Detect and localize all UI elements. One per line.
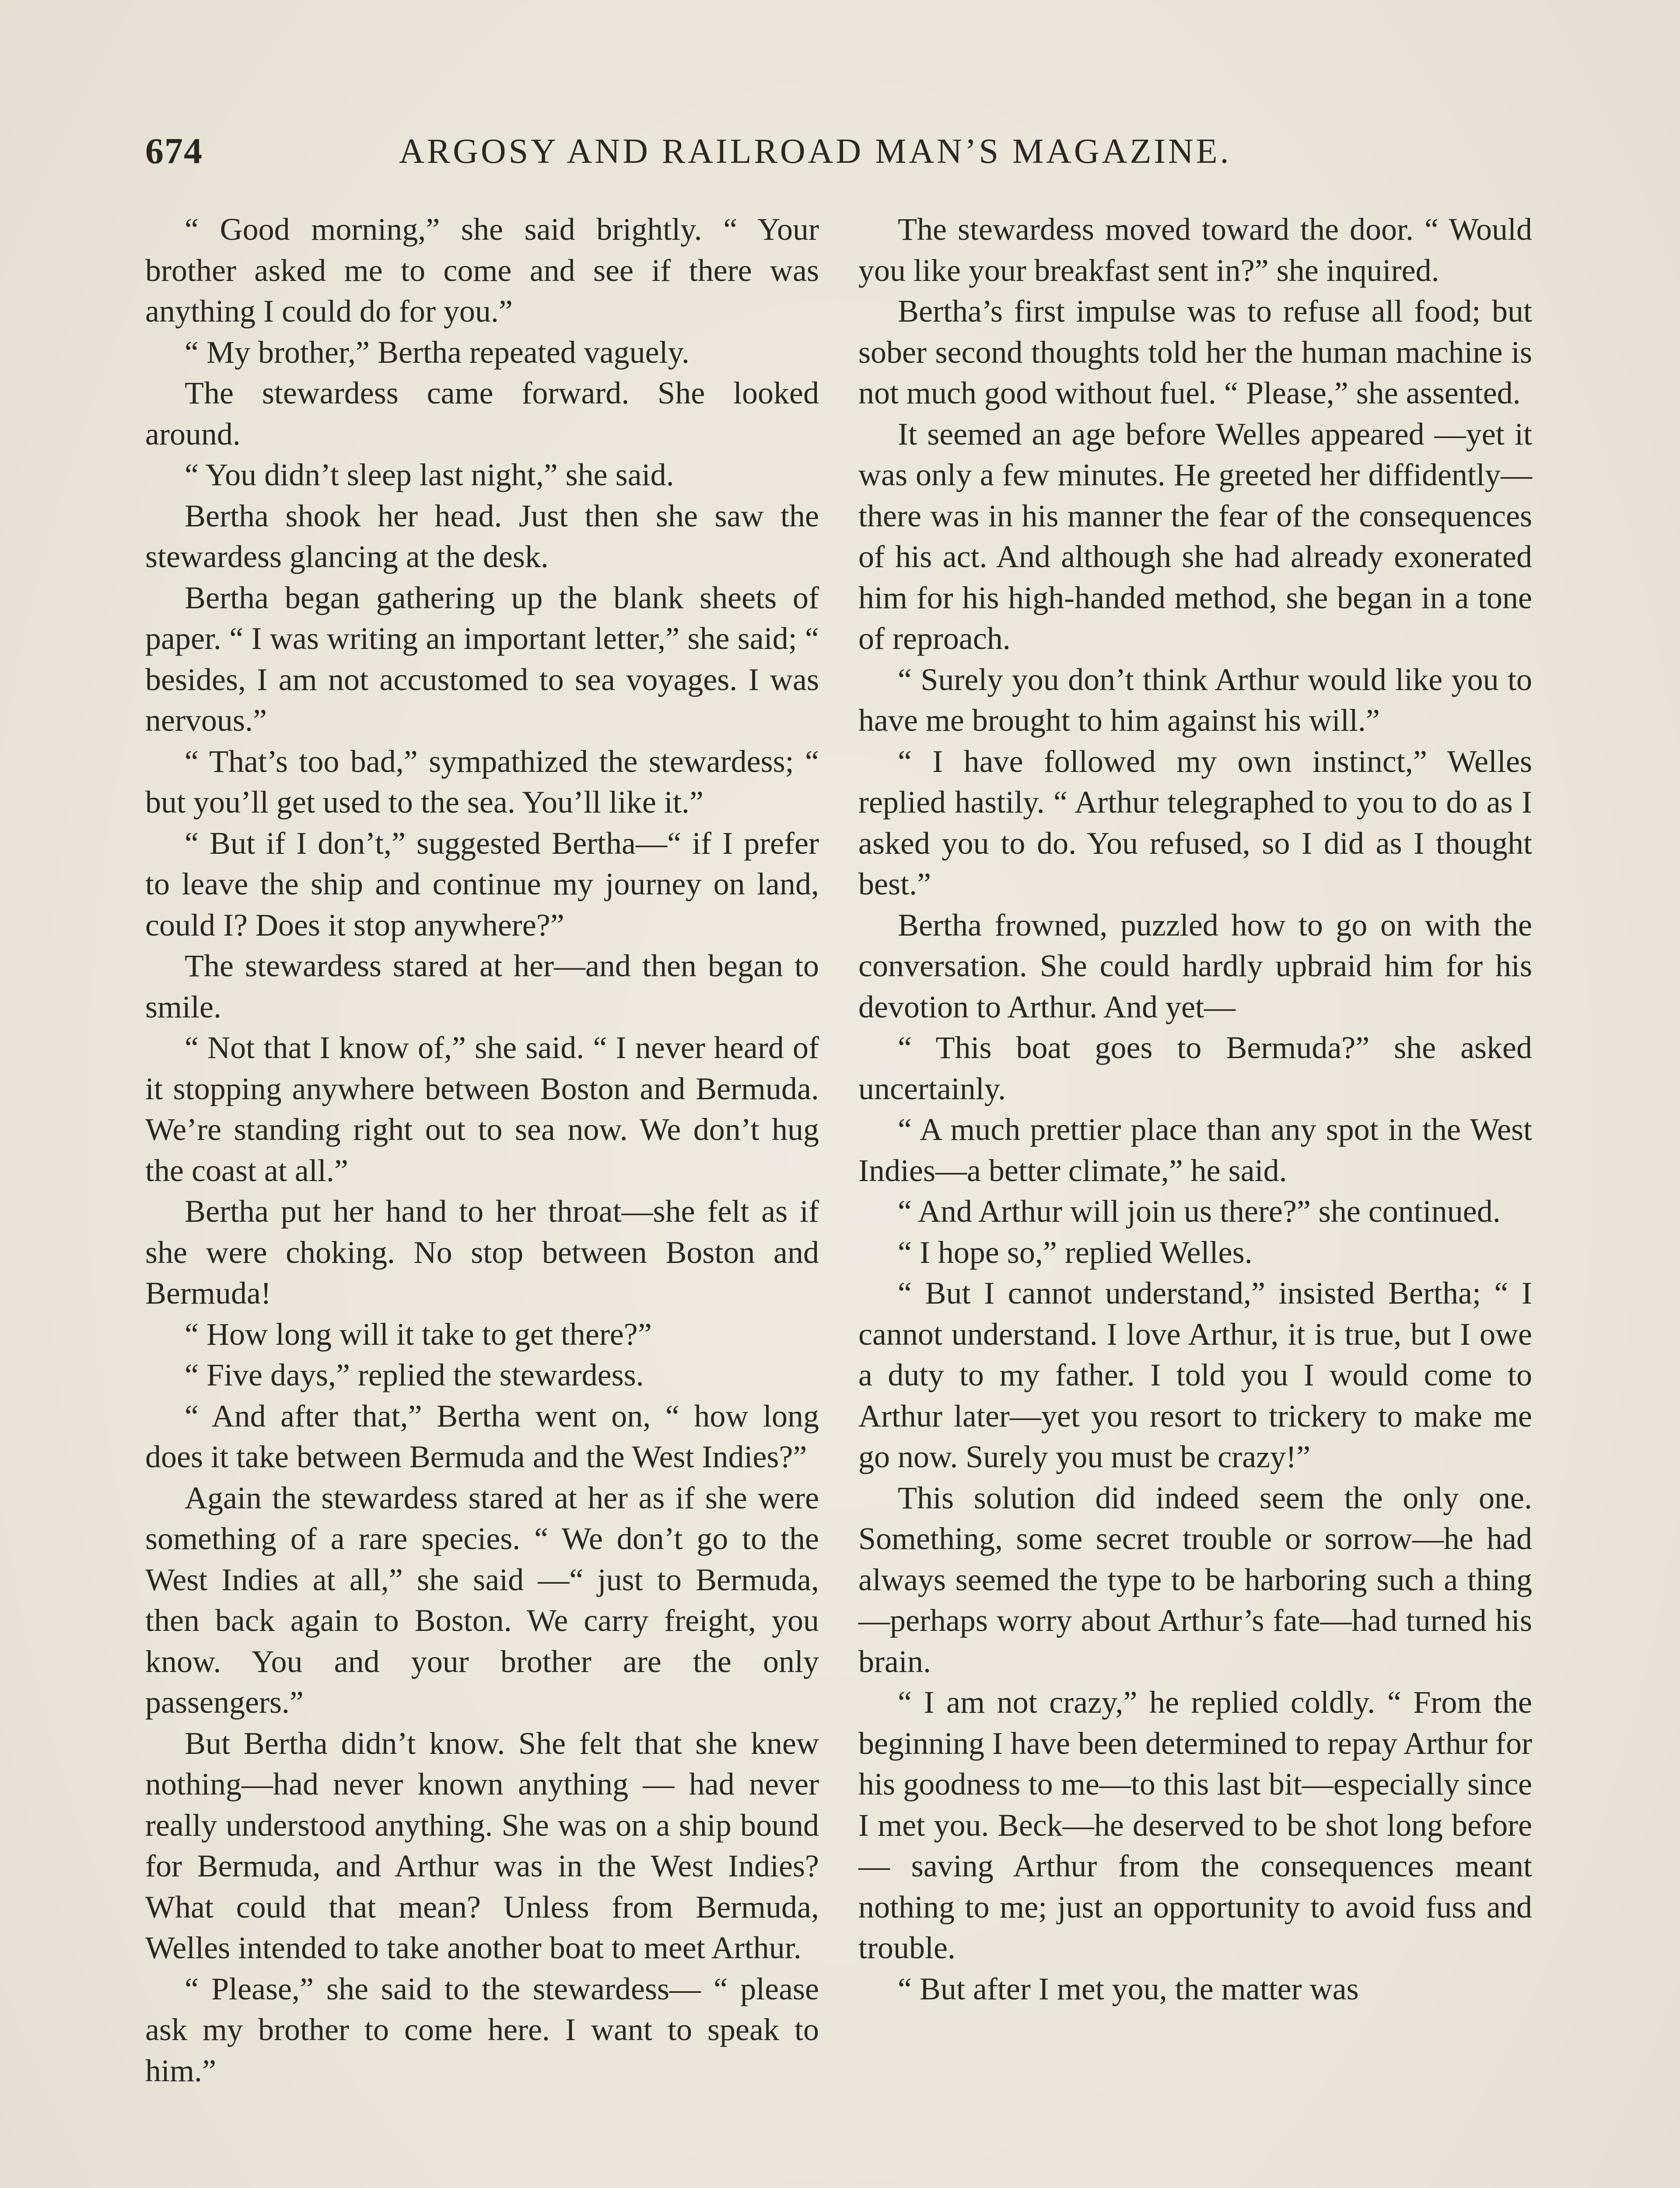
paragraph: “ And Arthur will join us there?” she continued. bbox=[898, 1194, 1501, 1229]
paragraph: “ I hope so,” replied Welles. bbox=[898, 1234, 1253, 1270]
paragraph: “ My brother,” Bertha repeated vaguely. bbox=[185, 334, 690, 370]
paragraph: “ You didn’t sleep last night,” she said. bbox=[185, 457, 674, 492]
paragraph: It seemed an age before Welles appeared —yet it was only a few minutes. He greeted her diffidently—there was in his manner the fear of the consequences of his act. And although she had already exonerated him for his high-handed method, she began in a tone of reproach. bbox=[858, 416, 1532, 656]
paragraph: “ That’s too bad,” sympathized the stewardess; “ but you’ll get used to the sea. You’ll like it.” bbox=[145, 743, 819, 820]
paragraph: “ I have followed my own instinct,” Welles replied hastily. “ Arthur telegraphed to you to do as I asked you to do. You refused, so I did as I thought best.” bbox=[858, 743, 1532, 901]
paragraph: “ A much prettier place than any spot in the West Indies—a better climate,” he said. bbox=[858, 1112, 1532, 1188]
paragraph: Bertha began gathering up the blank sheets of paper. “ I was writing an important letter,” she said; “ besides, I am not accustomed to sea voyages. I was nervous.” bbox=[145, 580, 819, 738]
paragraph: “ Good morning,” she said brightly. “ Your brother asked me to come and see if there was anything I could do for you.” bbox=[145, 212, 819, 329]
running-title: ARGOSY AND RAILROAD MAN’S MAGAZINE. bbox=[399, 132, 1232, 171]
paragraph: Bertha put her hand to her throat—she felt as if she were choking. No stop between Boston and Bermuda! bbox=[145, 1194, 819, 1311]
paragraph: The stewardess stared at her—and then began to smile. bbox=[145, 948, 819, 1024]
paragraph: “ Surely you don’t think Arthur would like you to have me brought to him against his will.” bbox=[858, 662, 1532, 738]
paragraph: “ Not that I know of,” she said. “ I never heard of it stopping anywhere between Boston and Bermuda. We’re standing right out to sea now. We don’t hug the coast at all.” bbox=[145, 1030, 819, 1188]
paragraph: “ How long will it take to get there?” bbox=[185, 1316, 652, 1352]
paragraph: “ But I cannot understand,” insisted Bertha; “ I cannot understand. I love Arthur, it is true, but I owe a duty to my father. I told you I would come to Arthur later—yet you resort to trickery to make me go now. Surely you must be crazy!” bbox=[858, 1276, 1532, 1474]
paragraph: “ I am not crazy,” he replied coldly. “ From the beginning I have been determined to repay Arthur for his goodness to me—to this last bit—especially since I met you. Beck—he deserved to be shot long before — saving Arthur from the consequences meant nothing to me; just an opportunity to avoid fuss and trouble. bbox=[858, 1685, 1532, 1965]
paragraph: Bertha frowned, puzzled how to go on with the conversation. She could hardly upbraid him for his devotion to Arthur. And yet— bbox=[858, 907, 1532, 1024]
paragraph: “ And after that,” Bertha went on, “ how long does it take between Bermuda and the West Indies?” bbox=[145, 1398, 819, 1474]
paragraph: “ But if I don’t,” suggested Bertha—“ if I prefer to leave the ship and continue my journey on land, could I? Does it stop anywhere?” bbox=[145, 825, 819, 943]
paragraph: This solution did indeed seem the only one. Something, some secret trouble or sorrow—he had always seemed the type to be harboring such a thing—perhaps worry about Arthur’s fate—had turned his brain. bbox=[858, 1480, 1532, 1679]
paragraph: Again the stewardess stared at her as if she were something of a rare species. “ We don’t go to the West Indies at all,” she said —“ just to Bermuda, then back again to Boston. We carry freight, you know. You and your brother are the only passengers.” bbox=[145, 1480, 819, 1720]
page-number: 674 bbox=[145, 131, 203, 172]
left-column bbox=[145, 209, 819, 2091]
paragraph: “ Please,” she said to the stewardess— “ please ask my brother to come here. I want to speak to him.” bbox=[145, 1971, 819, 2088]
paragraph: Bertha shook her head. Just then she saw the stewardess glancing at the desk. bbox=[145, 498, 819, 574]
paragraph: The stewardess moved toward the door. “ Would you like your breakfast sent in?” she inquired. bbox=[858, 212, 1532, 288]
right-column bbox=[858, 209, 1532, 2009]
paragraph: But Bertha didn’t know. She felt that she knew nothing—had never known anything — had never really understood anything. She was on a ship bound for Bermuda, and Arthur was in the West Indies? What could that mean? Unless from Bermuda, Welles intended to take another boat to meet Arthur. bbox=[145, 1725, 819, 1965]
paragraph: “ But after I met you, the matter was bbox=[898, 1971, 1359, 2006]
paragraph: The stewardess came forward. She looked around. bbox=[145, 375, 819, 452]
paragraph: “ This boat goes to Bermuda?” she asked uncertainly. bbox=[858, 1030, 1532, 1106]
paragraph: Bertha’s first impulse was to refuse all food; but sober second thoughts told her the human machine is not much good without fuel. “ Please,” she assented. bbox=[858, 294, 1532, 410]
paragraph: “ Five days,” replied the stewardess. bbox=[185, 1357, 644, 1392]
page-header bbox=[145, 130, 1535, 182]
